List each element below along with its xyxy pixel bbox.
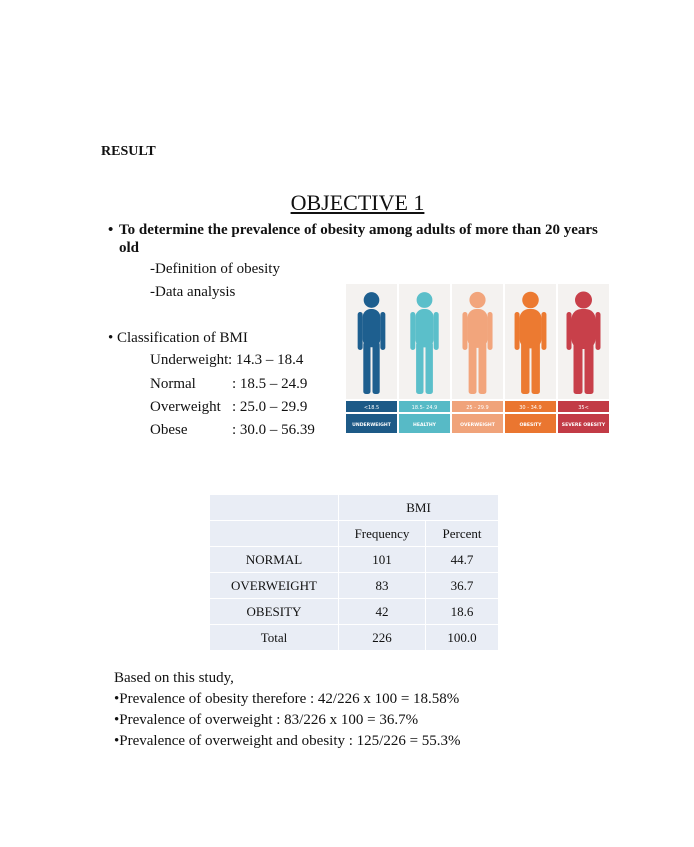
bmi-class-range: : 30.0 – 56.39 <box>232 422 315 438</box>
body-silhouette-arm <box>434 312 439 350</box>
bmi-class-name: Obese <box>150 422 188 438</box>
frequency-cell: 101 <box>339 547 426 573</box>
sub-item-definition: -Definition of obesity <box>150 261 280 277</box>
summary-line-obesity: •Prevalence of obesity therefore : 42/226 x 100 = 18.58% <box>114 691 460 707</box>
table-row <box>210 573 499 599</box>
body-silhouette-arm <box>488 312 493 350</box>
body-silhouette-leg <box>585 342 594 394</box>
range-label: 18.5- 24.9 <box>411 405 438 411</box>
column-header-frequency: Frequency <box>339 521 426 547</box>
body-silhouette-leg <box>479 342 487 394</box>
sub-item-data-analysis: -Data analysis <box>150 284 236 300</box>
body-silhouette-arm <box>541 312 546 350</box>
table-title: BMI <box>339 495 499 521</box>
table-empty-header <box>210 521 339 547</box>
category-label: OBESITY <box>519 423 542 428</box>
body-silhouette-arm <box>410 312 415 350</box>
row-label: OVERWEIGHT <box>210 573 339 599</box>
body-silhouette-arm <box>567 312 572 350</box>
summary-line-overweight: •Prevalence of overweight : 83/226 x 100 = 36.7% <box>114 712 419 728</box>
range-label: 35< <box>578 405 589 411</box>
body-silhouette-leg <box>416 342 423 394</box>
summary-intro: Based on this study, <box>114 670 234 686</box>
bmi-frequency-table <box>209 494 499 651</box>
objective-title: OBJECTIVE 1 <box>290 190 425 215</box>
body-silhouette-arm <box>462 312 467 350</box>
percent-cell: 44.7 <box>426 547 499 573</box>
body-silhouette-torso <box>467 309 487 348</box>
body-silhouette-leg <box>574 342 583 394</box>
table-row <box>210 599 499 625</box>
column-header-percent: Percent <box>426 521 499 547</box>
body-silhouette-arm <box>358 312 363 350</box>
table-row <box>210 547 499 573</box>
category-label: OVERWEIGHT <box>460 423 495 428</box>
row-label: Total <box>210 625 339 651</box>
frequency-cell: 42 <box>339 599 426 625</box>
bmi-class-name: Overweight <box>150 399 221 415</box>
row-label: OBESITY <box>210 599 339 625</box>
bmi-class-range: : 25.0 – 29.9 <box>232 399 308 415</box>
classification-heading: • Classification of BMI <box>108 330 248 346</box>
category-label: UNDERWEIGHT <box>352 423 391 428</box>
result-heading: RESULT <box>101 144 156 159</box>
range-label: <18.5 <box>363 405 380 411</box>
percent-cell: 36.7 <box>426 573 499 599</box>
frequency-cell: 83 <box>339 573 426 599</box>
body-silhouette-leg <box>426 342 433 394</box>
percent-cell: 100.0 <box>426 625 499 651</box>
row-label: NORMAL <box>210 547 339 573</box>
body-silhouette-arm <box>380 312 385 350</box>
category-label: HEALTHY <box>412 423 437 428</box>
body-silhouette-head <box>522 292 539 309</box>
range-label: 25 - 29.9 <box>466 405 489 411</box>
body-silhouette-head <box>417 292 433 308</box>
percent-cell: 18.6 <box>426 599 499 625</box>
goal-text: To determine the prevalence of obesity among adults of more than 20 years old <box>119 222 598 256</box>
bullet-marker: • <box>108 222 114 238</box>
bmi-class-range: : 18.5 – 24.9 <box>232 376 308 392</box>
body-silhouette-leg <box>532 342 540 394</box>
body-silhouette-head <box>469 292 485 308</box>
body-silhouette-head <box>364 292 380 308</box>
category-label: SEVERE OBESITY <box>561 423 606 428</box>
goal-bullet-item <box>108 221 608 257</box>
bmi-class-name: Normal <box>150 376 196 392</box>
range-label: 30 - 34.9 <box>519 405 542 411</box>
body-silhouette-arm <box>596 312 601 350</box>
body-silhouette-leg <box>363 342 370 394</box>
table-corner-cell <box>210 495 339 521</box>
body-silhouette-torso <box>363 309 381 347</box>
table-row <box>210 625 499 651</box>
body-silhouette-leg <box>521 342 529 394</box>
body-silhouette-torso <box>415 309 433 347</box>
summary-line-combined: •Prevalence of overweight and obesity : 125/226 = 55.3% <box>114 733 461 749</box>
body-silhouette-leg <box>469 342 477 394</box>
bmi-illustration <box>345 284 610 434</box>
body-silhouette-arm <box>515 312 520 350</box>
bmi-class-range: : 14.3 – 18.4 <box>228 352 304 368</box>
body-silhouette-leg <box>373 342 380 394</box>
bmi-class-name: Underweight <box>150 352 229 368</box>
frequency-cell: 226 <box>339 625 426 651</box>
body-silhouette-head <box>575 292 592 309</box>
summary-block <box>114 668 461 752</box>
